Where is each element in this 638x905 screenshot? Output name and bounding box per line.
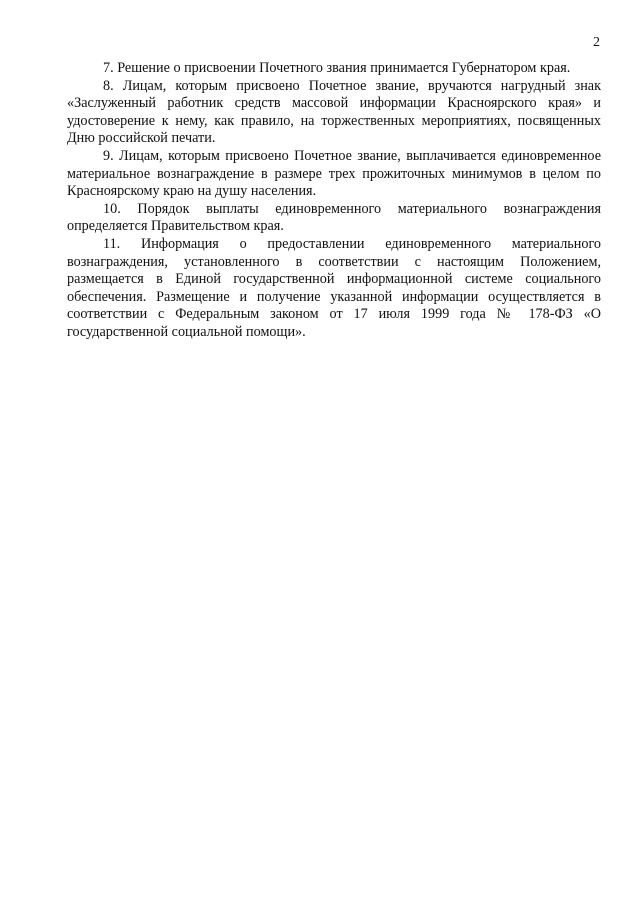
paragraph-7: 7. Решение о присвоении Почетного звания принимается Губернатором края. — [103, 60, 571, 76]
paragraph-10: 10. Порядок выплаты единовременного материального вознаграждения определяется Правительством края. — [67, 200, 601, 235]
paragraph-8: 8. Лицам, которым присвоено Почетное звание, вручаются нагрудный знак «Заслуженный работник средств массовой информации Красноярского края» и удостоверение к нему, как правило, на торжественных мероприятиях, посвященных Дню российской печати. — [67, 77, 601, 147]
paragraph-11: 11. Информация о предоставлении единовременного материального вознаграждения, установленного в соответствии с настоящим Положением, размещается в Единой государственной информационной системе социального обеспечения. Размещение и получение указанной информации осуществляется в соответствии с Федеральным законом от 17 июля 1999 года № 178-ФЗ «О государственной социальной помощи». — [67, 235, 601, 340]
page-number: 2 — [593, 35, 600, 50]
document-body — [67, 60, 601, 342]
paragraph-9: 9. Лицам, которым присвоено Почетное звание, выплачивается единовременное материальное вознаграждение в размере трех прожиточных минимумов в целом по Красноярскому краю на душу населения. — [67, 147, 601, 200]
